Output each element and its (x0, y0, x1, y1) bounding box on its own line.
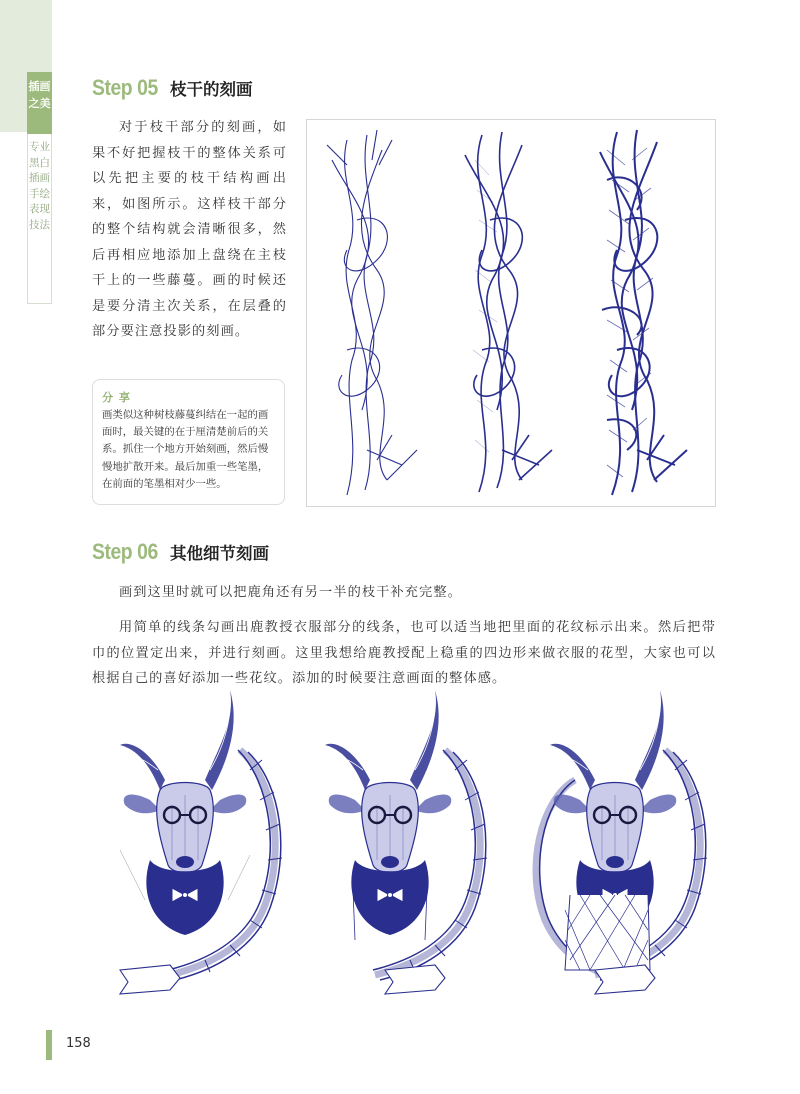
step05-body: 对于枝干部分的刻画，如果不好把握枝干的整体关系可以先把主要的枝干结构画出来，如图所示。这样枝干部分的整个结构就会清晰很多，然后再相应地添加上盘绕在主枝干上的一些藤蔓。画的时候还是要分清主次关系，在层叠的部分要注意投影的刻画。 (92, 120, 287, 339)
deer-figure-2 (325, 690, 487, 994)
page-number-marker (46, 1030, 52, 1060)
step06-paragraph-1: 画到这里时就可以把鹿角还有另一半的枝干补充完整。 (119, 585, 462, 600)
branch-stage-3 (600, 130, 687, 495)
step05-title: 枝干的刻画 (170, 80, 253, 99)
step05-label: Step 05 (92, 75, 158, 100)
share-note-text: 画类似这种树枝藤蔓纠结在一起的画面时，最关键的在于厘清楚前后的关系。抓住一个地方开始刻画，然后慢慢地扩散开来。最后加重一些笔墨，在前面的笔墨相对少一些。 (102, 409, 269, 490)
step06-heading (92, 537, 269, 567)
branch-drawing-illustration (307, 120, 715, 506)
sidebar-subtitle: 专业黑白插画手绘表现技法 (27, 134, 52, 304)
deer-figure-3 (536, 690, 707, 994)
page-number: 158 (66, 1036, 91, 1051)
share-note-title: 分 享 (102, 391, 131, 404)
branch-drawing-figure (306, 119, 716, 507)
deer-figure-1 (120, 690, 282, 994)
deer-professor-illustrations (110, 690, 720, 1000)
sidebar-tab (0, 0, 52, 305)
share-note-box (92, 379, 285, 505)
step05-heading (92, 73, 253, 103)
branch-stage-1 (327, 130, 417, 495)
sidebar-series-title: 插画之美 (27, 72, 52, 134)
step06-label: Step 06 (92, 539, 158, 564)
step06-title: 其他细节刻画 (170, 544, 269, 563)
step06-paragraph-2: 用简单的线条勾画出鹿教授衣服部分的线条，也可以适当地把里面的花纹标示出来。然后把带巾的位置定出来，并进行刻画。这里我想给鹿教授配上稳重的四边形来做衣服的花型，大家也可以根据自己的喜好添加一些花纹。添加的时候要注意画面的整体感。 (92, 620, 716, 686)
branch-stage-2 (465, 132, 552, 492)
